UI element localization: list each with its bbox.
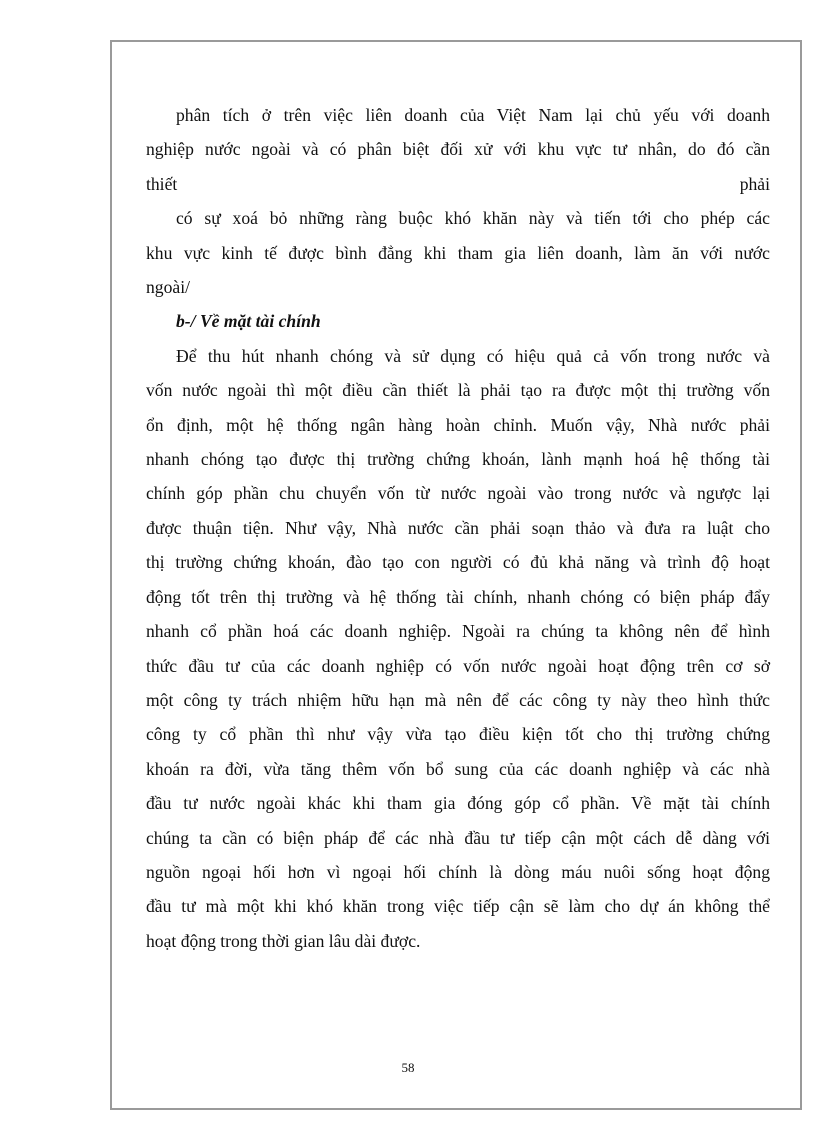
text-line: khu vực kinh tế được bình đẳng khi tham gia liên doanh, làm ăn với nước: [146, 242, 770, 263]
text-line: đầu tư mà một khi khó khăn trong việc tiếp cận sẽ làm cho dự án không thể: [146, 896, 770, 917]
text-line: khoán ra đời, vừa tăng thêm vốn bổ sung của các doanh nghiệp và các nhà: [146, 758, 770, 779]
text-line: ngoài/: [146, 277, 190, 298]
text-line: thức đầu tư của các doanh nghiệp có vốn nước ngoài hoạt động trên cơ sở: [146, 655, 770, 676]
spread-line: [146, 167, 770, 201]
text-line: có sự xoá bỏ những ràng buộc khó khăn này và tiến tới cho phép các: [176, 208, 770, 229]
text-word-left: thiết: [146, 173, 178, 194]
paragraph-2-line2: [146, 236, 770, 270]
text-line: hoạt động trong thời gian lâu dài được.: [146, 930, 421, 951]
paragraph-2-line1: [146, 201, 770, 235]
text-line: công ty cổ phần thì như vậy vừa tạo điều kiện tốt cho thị trường chứng: [146, 724, 770, 745]
text-line: ổn định, một hệ thống ngân hàng hoàn chỉnh. Muốn vậy, Nhà nước phải: [146, 414, 770, 435]
text-line: một công ty trách nhiệm hữu hạn mà nên để các công ty này theo hình thức: [146, 689, 770, 710]
text-line: nhanh cổ phần hoá các doanh nghiệp. Ngoài ra chúng ta không nên để hình: [146, 621, 770, 642]
page-number: 58: [401, 1060, 415, 1075]
text-line: phân tích ở trên việc liên doanh của Việt Nam lại chủ yếu với doanh: [176, 105, 770, 125]
text-line: nhanh chóng tạo được thị trường chứng khoán, lành mạnh hoá hệ thống tài: [146, 449, 770, 470]
paragraph-2-line3: [146, 270, 770, 304]
text-line: chính góp phần chu chuyển vốn từ nước ngoài vào trong nước và ngược lại: [146, 483, 770, 504]
paragraph-financial: [146, 339, 770, 958]
text-line: nghiệp nước ngoài và có phân biệt đối xử với khu vực tư nhân, do đó cần: [146, 139, 770, 160]
text-line: đầu tư nước ngoài khác khi tham gia đóng góp cổ phần. Về mặt tài chính: [146, 793, 770, 814]
text-line: Để thu hút nhanh chóng và sử dụng có hiệu quả cả vốn trong nước và: [176, 345, 770, 366]
paragraph-continued: [146, 98, 770, 132]
text-line: thị trường chứng khoán, đào tạo con người có đủ khả năng và trình độ hoạt: [146, 552, 770, 573]
text-word-right: phải: [739, 173, 770, 194]
paragraph-continued-2: [146, 132, 770, 166]
section-heading: b-/ Về mặt tài chính: [176, 311, 321, 332]
text-line: vốn nước ngoài thì một điều cần thiết là phải tạo ra được một thị trường vốn: [146, 380, 770, 401]
text-line: được thuận tiện. Như vậy, Nhà nước cần phải soạn thảo và đưa ra luật cho: [146, 517, 770, 538]
text-line: chúng ta cần có biện pháp để các nhà đầu tư tiếp cận một cách dễ dàng với: [146, 827, 770, 848]
text-line: nguồn ngoại hối hơn vì ngoại hối chính là dòng máu nuôi sống hoạt động: [146, 861, 770, 882]
document-body: [146, 98, 770, 958]
text-line: động tốt trên thị trường và hệ thống tài chính, nhanh chóng có biện pháp đẩy: [146, 586, 770, 607]
